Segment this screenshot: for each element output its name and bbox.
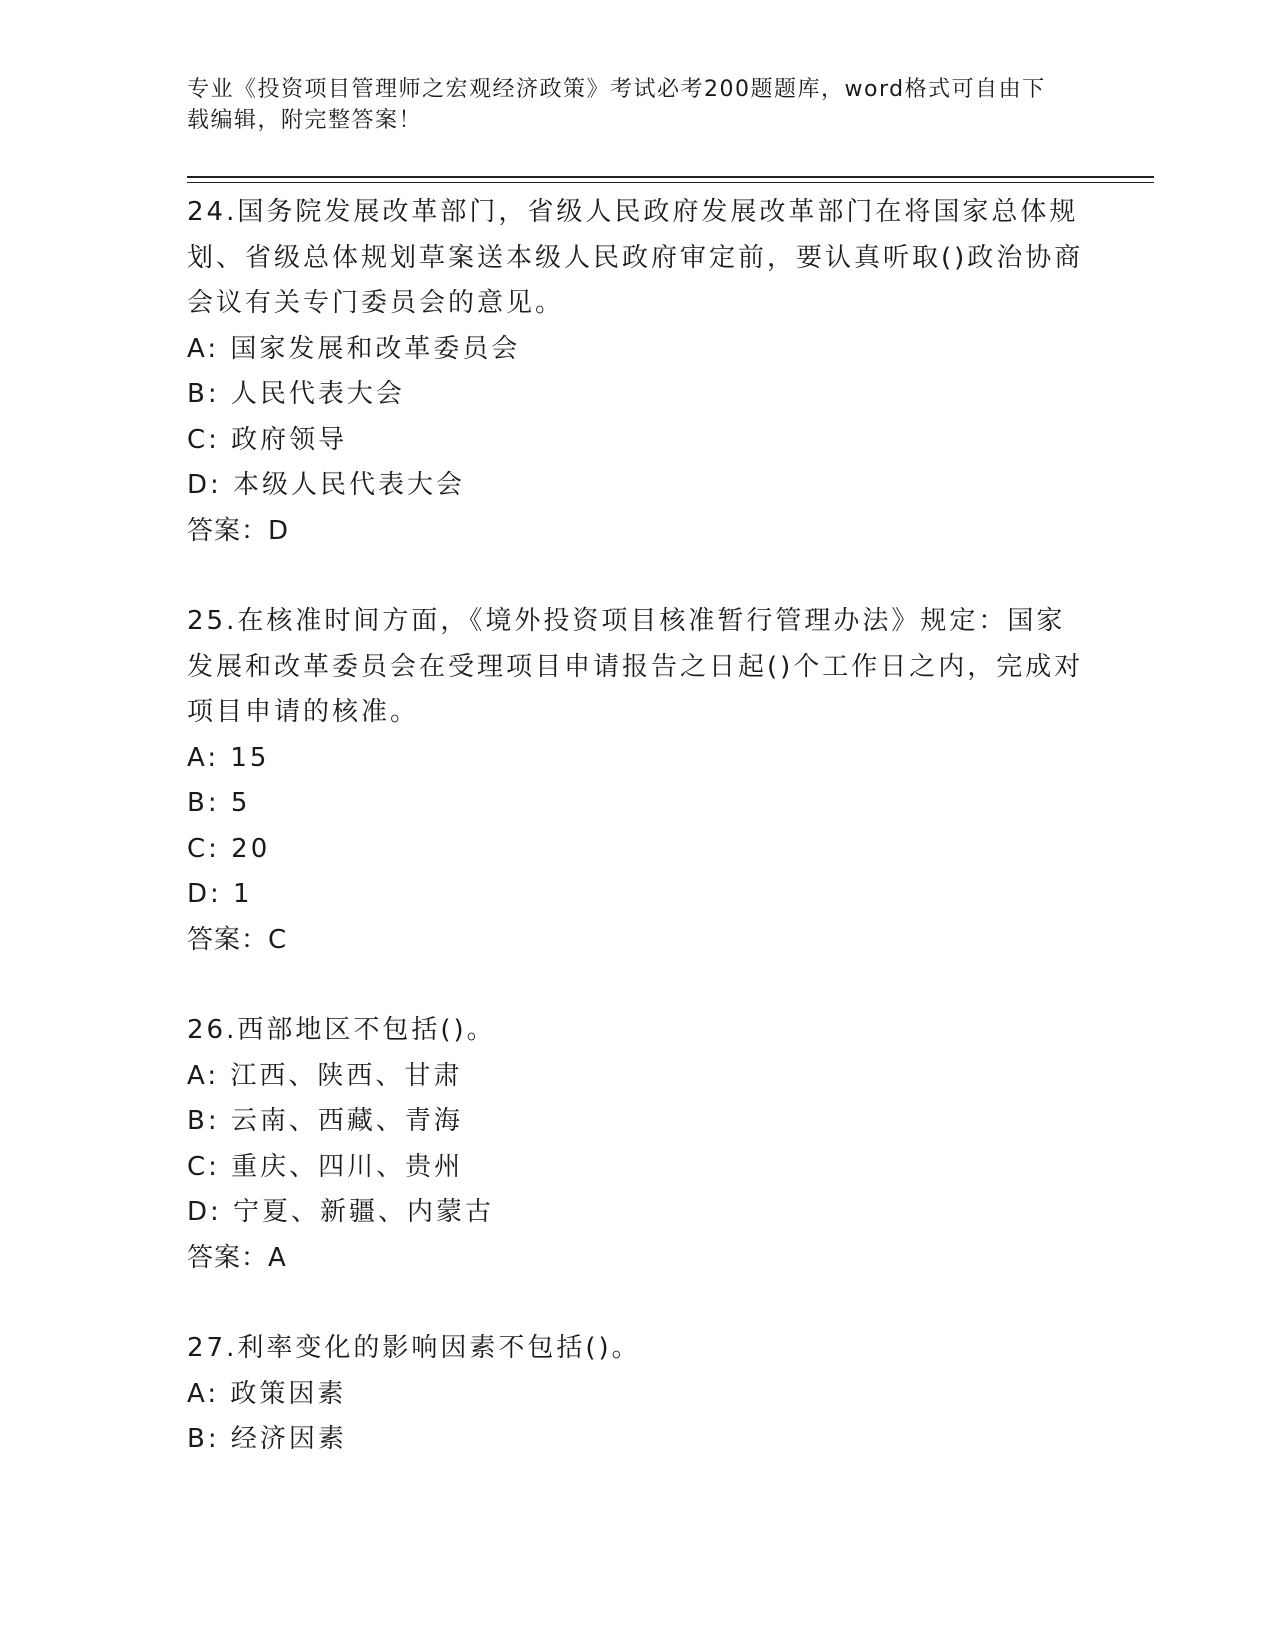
question-stem: 27.利率变化的影响因素不包括()。: [187, 1333, 641, 1363]
option-c: C: 20: [187, 833, 271, 864]
option-a: A: 15: [187, 742, 270, 773]
option-b: B: 人民代表大会: [187, 379, 405, 409]
header-divider-thin: [187, 182, 1154, 183]
question-24: [187, 190, 1087, 554]
option-b: B: 经济因素: [187, 1424, 347, 1454]
option-b: B: 云南、西藏、青海: [187, 1106, 463, 1136]
question-stem: 24.国务院发展改革部门，省级人民政府发展改革部门在将国家总体规划、省级总体规划草案送本级人民政府审定前，要认真听取()政治协商会议有关专门委员会的意见。: [187, 197, 1084, 318]
option-d: D: 本级人民代表大会: [187, 470, 466, 500]
option-d: D: 1: [187, 879, 253, 909]
option-a: A: 国家发展和改革委员会: [187, 333, 521, 364]
question-stem: 25.在核准时间方面，《境外投资项目核准暂行管理办法》规定：国家发展和改革委员会在受理项目申请报告之日起()个工作日之内，完成对项目申请的核准。: [187, 606, 1084, 727]
option-c: C: 政府领导: [187, 424, 348, 455]
option-a: A: 政策因素: [187, 1378, 347, 1409]
answer-line: 答案：D: [187, 515, 290, 546]
question-26: [187, 1008, 1087, 1281]
answer-line: 答案：A: [187, 1242, 287, 1273]
answer-line: 答案：C: [187, 924, 288, 955]
option-b: B: 5: [187, 788, 251, 818]
option-a: A: 江西、陕西、甘肃: [187, 1060, 463, 1091]
question-list: [187, 190, 1087, 1508]
document-header: 专业《投资项目管理师之宏观经济政策》考试必考200题题库，word格式可自由下载编辑，附完整答案！: [187, 77, 1046, 133]
header-divider-thick: [187, 176, 1154, 178]
question-27: [187, 1326, 1087, 1463]
option-d: D: 宁夏、新疆、内蒙古: [187, 1197, 495, 1227]
question-25: [187, 599, 1087, 963]
option-c: C: 重庆、四川、贵州: [187, 1151, 464, 1182]
question-stem: 26.西部地区不包括()。: [187, 1015, 496, 1045]
